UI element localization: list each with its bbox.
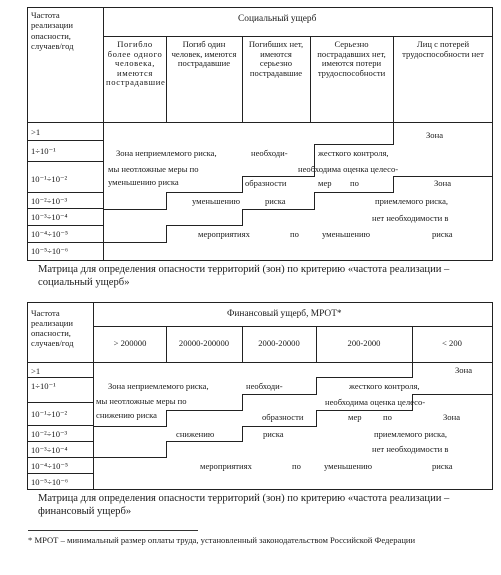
table2-freq-5: 10⁻³÷10⁻⁴	[31, 445, 68, 455]
footnote: * МРОТ – минимальный размер оплаты труда, установленный законодательством Российской Федерации	[28, 535, 416, 545]
table1-col-5: Лиц с потерей трудоспособности нет	[402, 39, 484, 59]
t1-zone2-l2: жесткого контроля,	[318, 148, 389, 158]
table1-freq-7: 10⁻⁵÷10⁻⁶	[31, 246, 68, 256]
table1-col-3: Погибших нет, имеются серьезно пострадавшие	[248, 39, 304, 78]
t2-zone1-l2: необходи-	[246, 381, 283, 391]
t1-zone2-l5: мер	[318, 178, 332, 188]
t2-zone2-l9: риска	[263, 429, 284, 439]
t2-zone3-l4: мероприятиях	[200, 461, 252, 471]
t2-zone3-l1: Зона	[443, 412, 461, 422]
t1-zone2-l8: уменьшению	[192, 196, 241, 206]
table1-row-header: Частота реализации опасности, случаев/год	[31, 10, 74, 52]
table2-freq-6: 10⁻⁴÷10⁻⁵	[31, 461, 68, 471]
t1-zone1-l2: необходи-	[251, 148, 288, 158]
t1-zone3-l1: Зона	[434, 178, 452, 188]
t1-zone2-l3: необходима оценка целесо-	[298, 164, 399, 174]
t2-zone2-l6: по	[383, 412, 392, 422]
t2-zone2-l3: необходима оценка целесо-	[325, 397, 426, 407]
table2-col-5: < 200	[442, 338, 462, 348]
t1-zone3-l5: по	[290, 229, 299, 239]
t1-zone3-l4: мероприятиях	[198, 229, 250, 239]
t1-zone3-l6: уменьшению	[322, 229, 371, 239]
table2-col-1: > 200000	[113, 338, 147, 348]
table1-freq-1: >1	[31, 127, 41, 137]
t1-zone2-l9: риска	[265, 196, 286, 206]
t2-zone2-l2: жесткого контроля,	[349, 381, 420, 391]
table2-freq-4: 10⁻²÷10⁻³	[31, 429, 68, 439]
table2-col-2: 20000-200000	[178, 338, 230, 348]
t1-zone3-l7: риска	[432, 229, 453, 239]
t1-zone2-l1: Зона	[426, 130, 444, 140]
t1-zone3-l3: нет необходимости в	[372, 213, 449, 223]
t1-zone2-l4: образности	[245, 178, 287, 188]
t2-zone1-l1: Зона неприемлемого риска,	[108, 381, 209, 391]
t1-zone1-l1: Зона неприемлемого риска,	[116, 148, 217, 158]
t2-zone2-l8: снижению	[176, 429, 215, 439]
table1-freq-5: 10⁻³÷10⁻⁴	[31, 212, 68, 222]
table2-group-header: Финансовый ущерб, МРОТ*	[227, 309, 342, 319]
table2-col-3: 2000-20000	[258, 338, 300, 348]
t2-zone1-l4: снижению риска	[96, 410, 157, 420]
t1-zone2-l6: по	[350, 178, 359, 188]
table1-group-header: Социальный ущерб	[238, 14, 317, 24]
table2-col-4: 200-2000	[347, 338, 381, 348]
caption-1: Матрица для определения опасности территорий (зон) по критерию «частота реализации – социальный ущерб»	[38, 264, 450, 288]
t1-zone1-l4: уменьшению риска	[108, 177, 179, 187]
t1-zone1-l3: мы неотложные меры по	[108, 164, 199, 174]
t2-zone2-l1: Зона	[455, 365, 473, 375]
table1-col-1: Погибло более одного человека, имеются пострадавшие	[106, 39, 166, 88]
footnote-rule	[28, 530, 198, 531]
table1-freq-3: 10⁻¹÷10⁻²	[31, 174, 68, 184]
table1-col-4: Серьезно пострадавших нет, имеются потери трудоспособности	[317, 39, 386, 78]
table2-freq-3: 10⁻¹÷10⁻²	[31, 409, 68, 419]
table2-freq-2: 1÷10⁻¹	[31, 381, 56, 391]
t2-zone3-l3: нет необходимости в	[372, 444, 449, 454]
table2-row-header: Частота реализации опасности, случаев/год	[31, 308, 74, 348]
t2-zone2-l4: образности	[262, 412, 304, 422]
row-header-2	[31, 308, 91, 348]
table1-freq-4: 10⁻²÷10⁻³	[31, 196, 68, 206]
t2-zone1-l3: мы неотложные меры по	[96, 396, 187, 406]
table2-freq-1: >1	[31, 366, 41, 376]
t2-zone2-l5: мер	[348, 412, 362, 422]
t2-zone3-l6: уменьшению	[324, 461, 373, 471]
table1-col-2: Погиб один человек, имеются пострадавшие	[171, 39, 237, 69]
t2-zone3-l5: по	[292, 461, 301, 471]
t2-zone3-l2: приемлемого риска,	[374, 429, 448, 439]
caption-2: Матрица для определения опасности территорий (зон) по критерию «частота реализации – финансовый ущерб»	[38, 493, 450, 517]
t2-zone3-l7: риска	[432, 461, 453, 471]
table1-freq-2: 1÷10⁻¹	[31, 146, 56, 156]
table2-freq-7: 10⁻⁵÷10⁻⁶	[31, 477, 68, 487]
table1-freq-6: 10⁻⁴÷10⁻⁵	[31, 229, 68, 239]
t1-zone3-l2: приемлемого риска,	[375, 196, 449, 206]
